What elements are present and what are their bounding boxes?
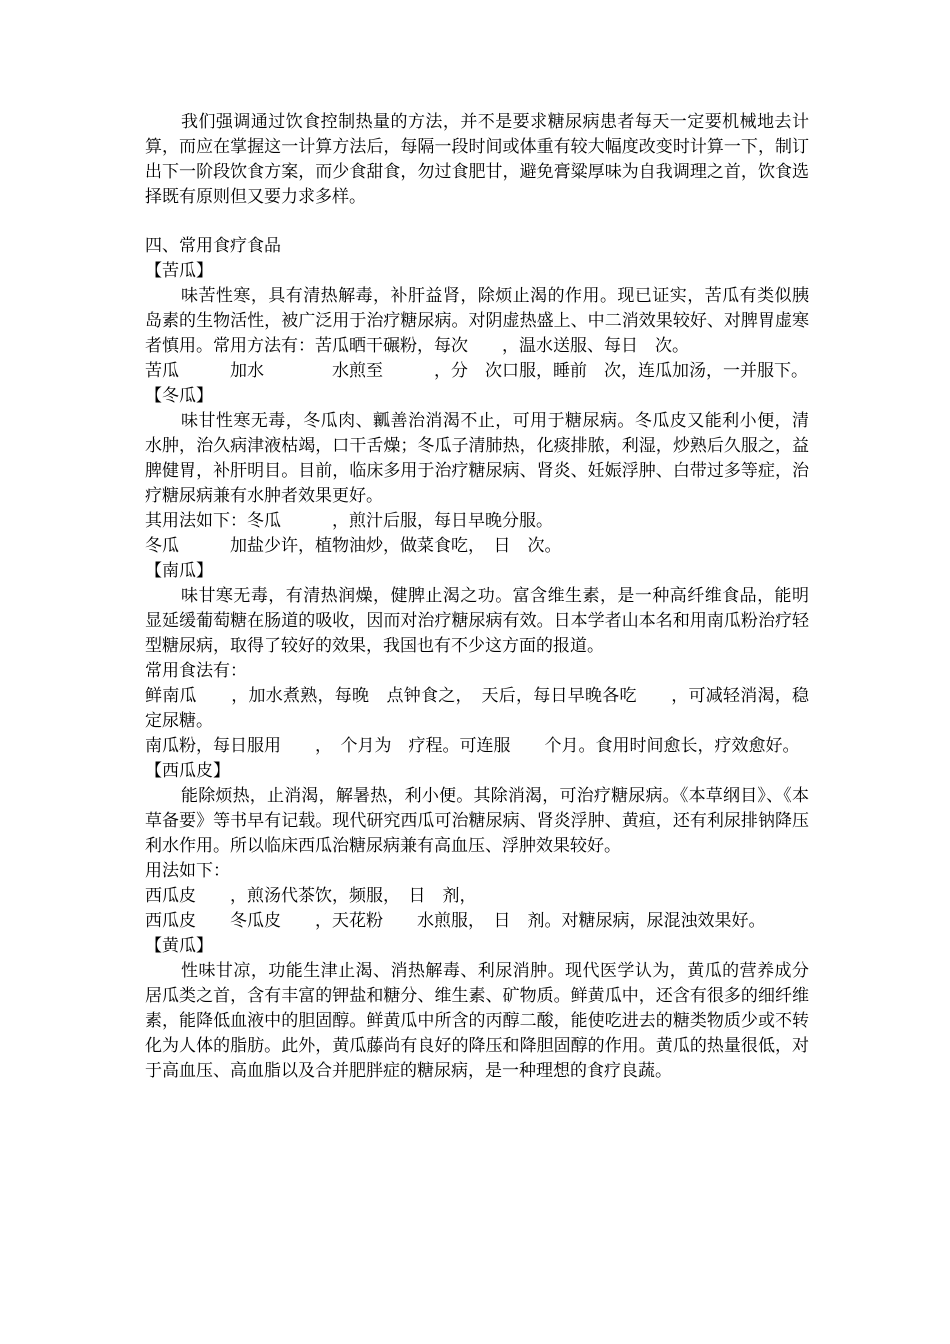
huanggua-description: 性味甘凉，功能生津止渴、消热解毒、利尿消肿。现代医学认为，黄瓜的营养成分居瓜类之首，含有丰富的钾盐和糖分、维生素、矿物质。鲜黄瓜中，还含有很多的细纤维素，能降低血液中的胆固醇。鲜黄瓜中所含的丙醇二酸，能使吃进去的糖类物质少或不转化为人体的脂肪。此外，黄瓜藤尚有良好的降压和降胆固醇的作用。黄瓜的热量很低，对于高血压、高血脂以及合并肥胖症的糖尿病，是一种理想的食疗良蔬。 <box>145 961 809 1081</box>
nangua-heading: 【南瓜】 <box>145 561 213 581</box>
donggua-description: 味甘性寒无毒，冬瓜肉、瓤善治消渴不止，可用于糖尿病。冬瓜皮又能利小便，清水肿，治久病津液枯竭，口干舌燥；冬瓜子清肺热，化痰排脓，利湿，炒熟后久服之，益脾健胃，补肝明目。目前，临床多用于治疗糖尿病、肾炎、妊娠浮肿、白带过多等症，治疗糖尿病兼有水肿者效果更好。 <box>145 411 809 506</box>
xiguapi-usage-1: 西瓜皮 ，煎汤代茶饮，频服， 日 剂， <box>145 886 477 906</box>
document-body <box>145 110 809 1084</box>
donggua-usage-1: 其用法如下：冬瓜 ，煎汁后服，每日早晚分服。 <box>145 511 553 531</box>
intro-paragraph: 我们强调通过饮食控制热量的方法，并不是要求糖尿病患者每天一定要机械地去计算，而应在掌握这一计算方法后，每隔一段时间或体重有较大幅度改变时计算一下，制订出下一阶段饮食方案，而少食甜食，勿过食肥甘，避免膏粱厚味为自我调理之首，饮食选择既有原则但又要力求多样。 <box>145 112 809 207</box>
paragraph-gap <box>145 210 809 234</box>
xiguapi-usage-intro: 用法如下： <box>145 861 230 881</box>
nangua-usage-2: 南瓜粉，每日服用 ， 个月为 疗程。可连服 个月。食用时间愈长，疗效愈好。 <box>145 736 800 756</box>
nangua-usage-1: 鲜南瓜 ，加水煮熟，每晚 点钟食之， 天后，每日早晚各吃 ，可减轻消渴，稳定尿糖。 <box>145 686 809 731</box>
section-title: 四、常用食疗食品 <box>145 236 281 256</box>
kugua-usage-1: 苦瓜 加水 水煎至 ，分 次口服，睡前 次，连瓜加汤，一并服下。 <box>145 361 808 381</box>
xiguapi-usage-2: 西瓜皮 冬瓜皮 ，天花粉 水煎服， 日 剂。对糖尿病，尿混浊效果好。 <box>145 911 766 931</box>
huanggua-heading: 【黄瓜】 <box>145 936 213 956</box>
xiguapi-description: 能除烦热，止消渴，解暑热，利小便。其除消渴，可治疗糖尿病。《本草纲目》、《本草备要》等书早有记载。现代研究西瓜可治糖尿病、肾炎浮肿、黄疸，还有利尿排钠降压利水作用。所以临床西瓜治糖尿病兼有高血压、浮肿效果较好。 <box>145 786 809 856</box>
donggua-usage-2: 冬瓜 加盐少许，植物油炒，做菜食吃， 日 次。 <box>145 536 562 556</box>
nangua-usage-intro: 常用食法有： <box>145 661 247 681</box>
xiguapi-heading: 【西瓜皮】 <box>145 761 230 781</box>
nangua-description: 味甘寒无毒，有清热润燥，健脾止渴之功。富含维生素，是一种高纤维食品，能明显延缓葡萄糖在肠道的吸收，因而对治疗糖尿病有效。日本学者山本名和用南瓜粉治疗轻型糖尿病，取得了较好的效果，我国也有不少这方面的报道。 <box>145 586 809 656</box>
kugua-heading: 【苦瓜】 <box>145 261 213 281</box>
kugua-description: 味苦性寒，具有清热解毒，补肝益肾，除烦止渴的作用。现已证实，苦瓜有类似胰岛素的生物活性，被广泛用于治疗糖尿病。对阴虚热盛上、中二消效果较好、对脾胃虚寒者慎用。常用方法有：苦瓜晒干碾粉，每次 ，温水送服、每日 次。 <box>145 286 809 356</box>
donggua-heading: 【冬瓜】 <box>145 386 213 406</box>
